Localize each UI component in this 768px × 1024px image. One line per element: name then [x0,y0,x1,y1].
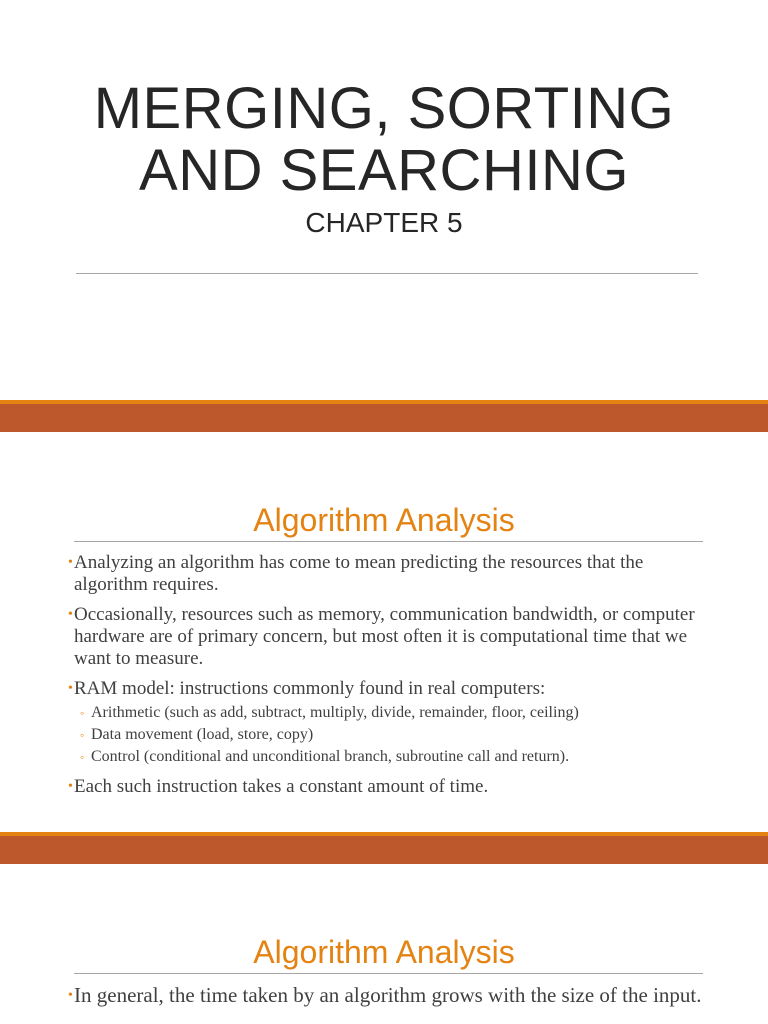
sub-bullet-text: Arithmetic (such as add, subtract, multiply, divide, remainder, floor, ceiling) [91,704,579,721]
bullet-dot-icon: • [68,681,73,696]
bullet-ring-icon: ◦ [80,750,85,764]
slide-title: Algorithm Analysis [253,934,515,970]
bullet-text: In general, the time taken by an algorithm grows with the size of the input. [74,983,702,1007]
slide-title-divider [74,541,703,542]
slide-title: Algorithm Analysis [253,502,515,538]
bullet-item [68,984,708,1007]
content-slide-algorithm-analysis [0,432,768,832]
sub-bullet-list [74,702,708,768]
bullet-item [68,776,708,798]
main-title-line-1: MERGING, SORTING [93,76,675,141]
content-slide-algorithm-analysis-2 [0,864,768,1024]
bullet-ring-icon: ◦ [80,728,85,742]
bullet-text: Occasionally, resources such as memory, communication bandwidth, or computer hardware are of primary concern, but most often it is computational time that we want to measure. [74,604,695,669]
bullet-dot-icon: • [68,555,73,570]
bullet-text: Each such instruction takes a constant amount of time. [74,776,489,797]
bullet-list [68,984,708,1015]
bullet-list [68,552,708,806]
sub-bullet-item [74,724,708,746]
main-title-line-2: AND SEARCHING [139,138,629,203]
slide-title-divider [74,973,703,974]
slide-separator-bar [0,832,768,864]
bullet-item [68,604,708,670]
title-divider [76,273,698,274]
bullet-dot-icon: • [68,779,73,794]
sub-bullet-item [74,746,708,768]
bullet-text: RAM model: instructions commonly found in real computers: [74,678,546,699]
bullet-dot-icon: • [68,988,73,1003]
bullet-item [68,678,708,768]
main-title [0,78,768,202]
sub-bullet-text: Control (conditional and unconditional branch, subroutine call and return). [91,748,570,765]
bullet-ring-icon: ◦ [80,706,85,720]
bullet-dot-icon: • [68,607,73,622]
sub-bullet-item [74,702,708,724]
title-slide [0,0,768,400]
sub-bullet-text: Data movement (load, store, copy) [91,726,314,743]
bullet-item [68,552,708,596]
chapter-subtitle: CHAPTER 5 [305,207,463,238]
slide-separator-bar [0,400,768,432]
bullet-text: Analyzing an algorithm has come to mean predicting the resources that the algorithm requires. [74,552,644,595]
